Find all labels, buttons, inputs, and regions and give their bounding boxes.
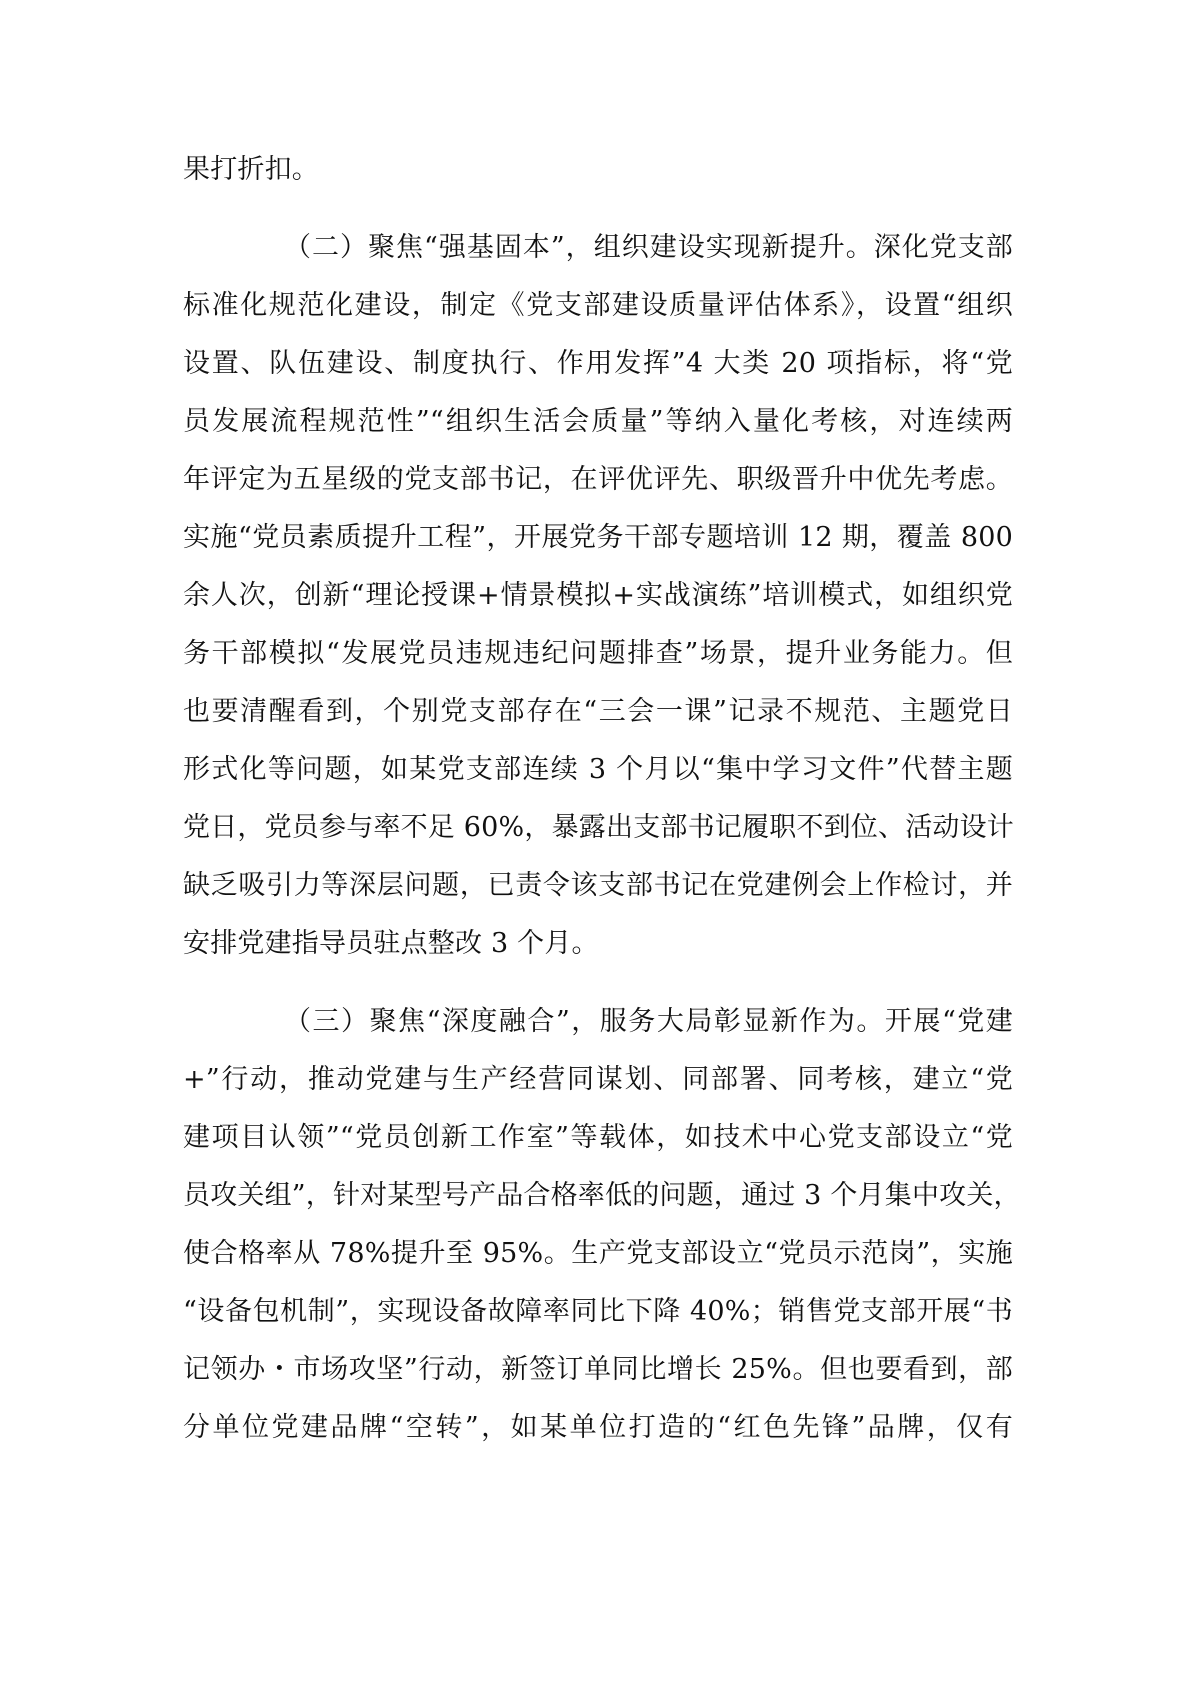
text-line: 余人次，创新“理论授课+情景模拟+实战演练”培训模式，如组织党 — [183, 580, 1013, 611]
text-line: 使合格率从 78%提升至 95%。生产党支部设立“党员示范岗”，实施 — [183, 1238, 1013, 1269]
text-line: 设置、队伍建设、制度执行、作用发挥”4 大类 20 项指标，将“党 — [183, 348, 1013, 379]
text-line: 果打折扣。 — [183, 154, 319, 185]
text-line: 分单位党建品牌“空转”，如某单位打造的“红色先锋”品牌，仅有 — [183, 1412, 1013, 1443]
text-line: 缺乏吸引力等深层问题，已责令该支部书记在党建例会上作检讨，并 — [183, 870, 1013, 901]
text-line: “设备包机制”，实现设备故障率同比下降 40%；销售党支部开展“书 — [183, 1296, 1013, 1327]
text-line: 员攻关组”，针对某型号产品合格率低的问题，通过 3 个月集中攻关， — [183, 1180, 1021, 1211]
text-line: 标准化规范化建设，制定《党支部建设质量评估体系》，设置“组织 — [183, 290, 1013, 321]
text-line: 也要清醒看到，个别党支部存在“三会一课”记录不规范、主题党日 — [183, 696, 1013, 727]
text-line: 党日，党员参与率不足 60%，暴露出支部书记履职不到位、活动设计 — [183, 812, 1014, 843]
text-line: 安排党建指导员驻点整改 3 个月。 — [183, 928, 599, 959]
text-line: 形式化等问题，如某党支部连续 3 个月以“集中学习文件”代替主题 — [183, 754, 1013, 785]
text-line: 年评定为五星级的党支部书记，在评优评先、职级晋升中优先考虑。 — [183, 464, 1013, 495]
section-heading-line: （三）聚焦“深度融合”，服务大局彰显新作为。开展“党建 — [284, 1006, 1013, 1037]
text-line: 员发展流程规范性”“组织生活会质量”等纳入量化考核，对连续两 — [183, 406, 1013, 437]
section-heading-line: （二）聚焦“强基固本”，组织建设实现新提升。深化党支部 — [284, 232, 1013, 263]
text-line: 建项目认领”“党员创新工作室”等载体，如技术中心党支部设立“党 — [183, 1122, 1013, 1153]
text-line: 记领办・市场攻坚”行动，新签订单同比增长 25%。但也要看到，部 — [183, 1354, 1013, 1385]
text-line: +”行动，推动党建与生产经营同谋划、同部署、同考核，建立“党 — [183, 1064, 1013, 1095]
text-line: 实施“党员素质提升工程”，开展党务干部专题培训 12 期，覆盖 800 — [183, 522, 1013, 553]
text-line: 务干部模拟“发展党员违规违纪问题排查”场景，提升业务能力。但 — [183, 638, 1013, 669]
